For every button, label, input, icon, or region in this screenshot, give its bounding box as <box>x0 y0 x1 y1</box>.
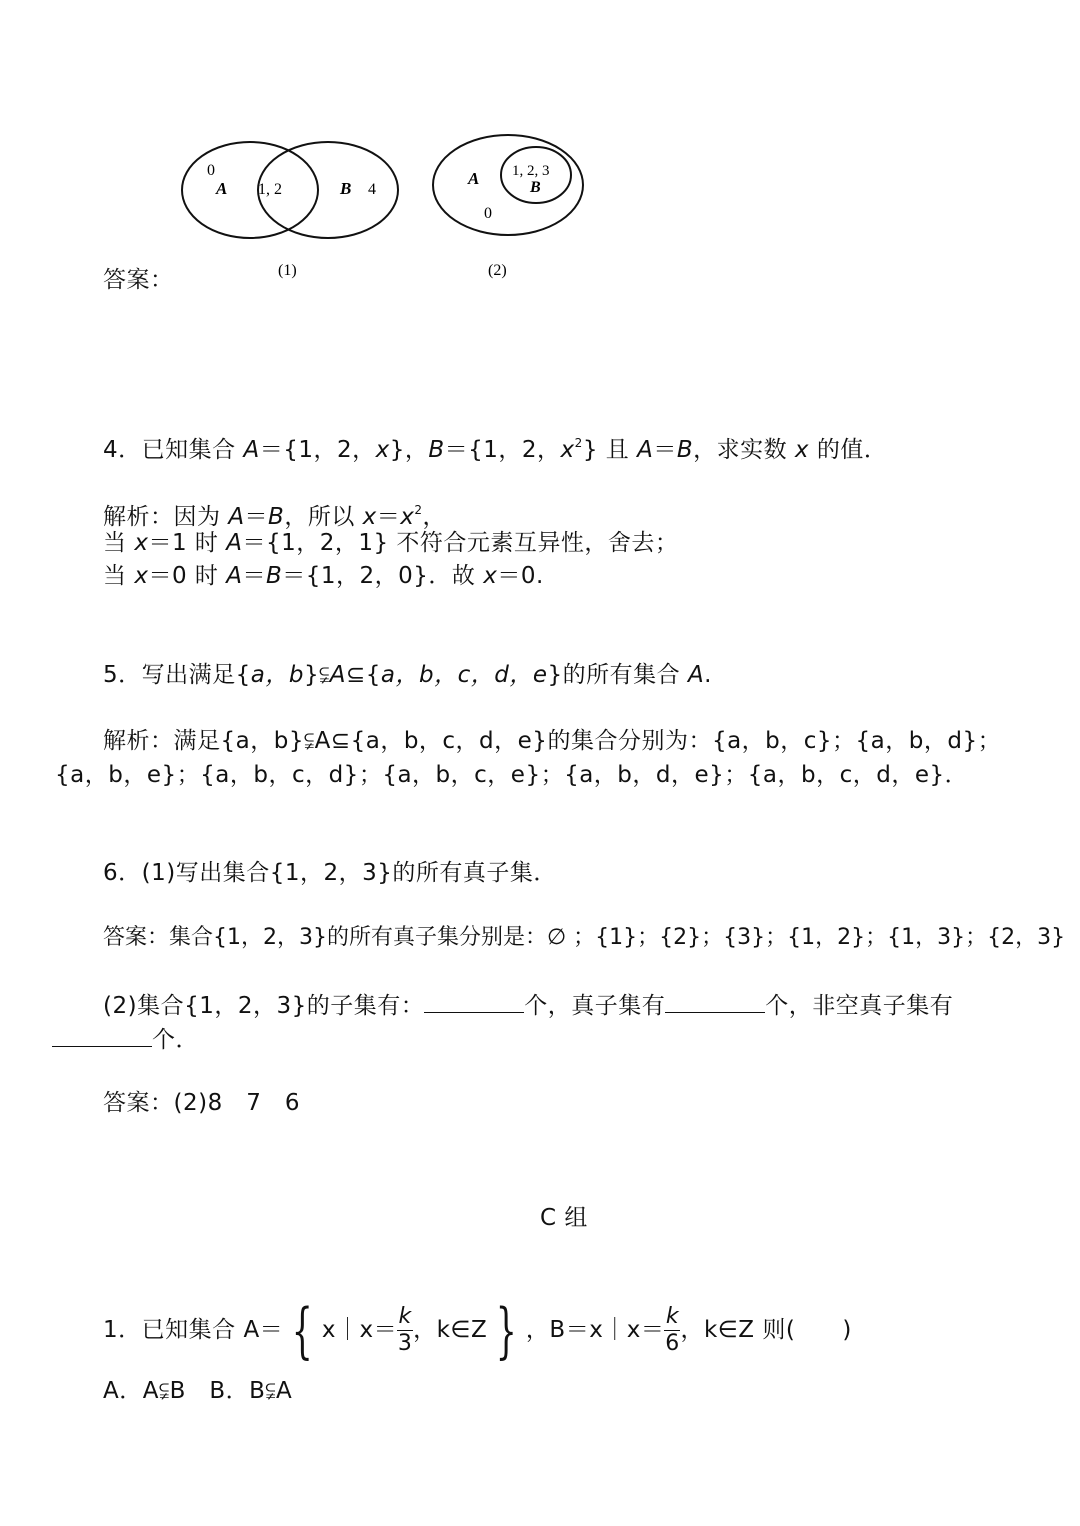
question-6-part-1: 6．(1)写出集合{1，2，3}的所有真子集． <box>103 860 557 886</box>
q4-text: }， <box>389 437 429 463</box>
question-4 <box>103 428 887 465</box>
venn-diagram-1 <box>182 142 398 279</box>
q6-text: 个． <box>152 1027 199 1053</box>
q5-text: 5．写出满足{ <box>103 662 251 688</box>
q4-solution-line-1 <box>103 495 446 532</box>
frac-denominator: 3 <box>397 1331 413 1356</box>
q4-text: ＝ <box>653 437 677 463</box>
sol-var: x <box>400 504 415 530</box>
q4-text: ＝{1，2， <box>259 437 376 463</box>
venn2-outer-only: 0 <box>484 205 492 222</box>
c1-text: ，k∈Z 则( ) <box>680 1317 852 1343</box>
sol-text: ＝{1，2，1} 不符合元素互异性，舍去； <box>242 530 679 556</box>
q4-var: A <box>243 437 260 463</box>
venn1-only-b: 4 <box>368 181 376 198</box>
q5-var: A <box>687 662 705 688</box>
q4-var: A <box>637 437 654 463</box>
q6-text: 个，非空真子集有 <box>765 993 954 1019</box>
q4-var: B <box>676 437 694 463</box>
q6-answer-1: 答案：集合{1，2，3}的所有真子集分别是：∅ ；{1}；{2}；{3}；{1，2}；{1，3}；{2，3} <box>103 925 1066 950</box>
c1-options: A．A⫋B B．B⫋A <box>103 1378 293 1404</box>
q4-var: x <box>375 437 390 463</box>
q5-text: }的所有集合 <box>547 662 688 688</box>
venn2-label-a: A <box>468 169 480 188</box>
sol-exponent: 2 <box>414 503 423 517</box>
sol-text: ＝ <box>244 504 269 530</box>
q5-solution-line-1: 解析：满足{a，b}⫋A⊆{a，b，c，d，e}的集合分别为：{a，b，c}；{a，b，d}； <box>103 728 1002 754</box>
venn1-both: 1, 2 <box>258 181 282 198</box>
q5-subset-symbol: ⫋ <box>319 662 330 688</box>
q4-text: 的值． <box>809 437 888 463</box>
sol-text: ＝0 时 <box>148 563 227 589</box>
question-6-part-2 <box>103 990 953 1021</box>
sol-var: A <box>226 563 243 589</box>
venn2-label-b: B <box>530 179 541 196</box>
venn-diagram-2 <box>433 135 583 279</box>
q4-text: } 且 <box>582 437 638 463</box>
outer-ellipse <box>433 135 583 235</box>
q5-text: . <box>704 662 712 688</box>
q4-solution-line-2 <box>103 528 678 558</box>
c1-set-a-post: ，k∈Z <box>413 1317 488 1343</box>
venn1-caption: (1) <box>278 262 297 279</box>
question-c1 <box>103 1290 852 1370</box>
q5-vars: a，b，c，d，e <box>380 662 548 688</box>
sol-text: ＝1 时 <box>148 530 227 556</box>
blank-subsets[interactable] <box>424 990 524 1013</box>
sol-var: x <box>483 563 498 589</box>
venn-diagrams <box>170 125 600 295</box>
venn1-label-a: A <box>216 179 228 198</box>
frac-numerator: k <box>398 1304 412 1329</box>
q4-var: x <box>794 437 810 463</box>
q4-text: ，求实数 <box>693 437 795 463</box>
left-brace: { <box>291 1295 314 1366</box>
sol-var: x <box>362 504 377 530</box>
answer-label-venn: 答案： <box>103 267 174 293</box>
frac-numerator: k <box>665 1304 680 1329</box>
question-5 <box>103 660 712 690</box>
sol-var: x <box>134 563 149 589</box>
sol-text: 解析：因为 <box>103 504 229 530</box>
section-title: C 组 <box>540 1205 588 1231</box>
q5-solution-line-2: {a，b，e}；{a，b，c，d}；{a，b，c，e}；{a，b，d，e}；{a，b，c，d，e}． <box>55 762 969 788</box>
sol-var: A <box>226 530 243 556</box>
q6-text: (2)集合{1，2，3}的子集有： <box>103 993 425 1019</box>
q5-text: ⊆{ <box>345 662 381 688</box>
sol-var: x <box>134 530 149 556</box>
question-6-part-2-cont <box>52 1024 199 1055</box>
c1-text: 1．已知集合 A＝ <box>103 1317 284 1343</box>
c1-text: ，B＝x｜x＝ <box>525 1317 665 1343</box>
q4-solution-line-3 <box>103 561 544 591</box>
venn2-caption: (2) <box>488 262 507 279</box>
venn1-label-b: B <box>340 179 352 198</box>
right-brace: } <box>495 1295 518 1366</box>
q4-text: ＝{1，2， <box>444 437 561 463</box>
sol-text: ＝0. <box>497 563 544 589</box>
blank-nonempty-proper-subsets[interactable] <box>52 1024 152 1047</box>
q4-exponent: 2 <box>574 436 583 450</box>
c1-set-a-pre: x｜x＝ <box>321 1317 398 1343</box>
q6-answer-2: 答案：(2)8 7 6 <box>103 1090 300 1116</box>
sol-text: ， <box>422 504 447 530</box>
sol-text: ＝{1，2，0}．故 <box>282 563 484 589</box>
frac-denominator: 6 <box>665 1331 680 1356</box>
sol-text: ＝ <box>242 563 266 589</box>
sol-var: B <box>268 504 285 530</box>
q5-text: } <box>303 662 320 688</box>
sol-text: ，所以 <box>284 504 363 530</box>
blank-proper-subsets[interactable] <box>665 990 765 1013</box>
sol-var: B <box>265 563 283 589</box>
sol-var: A <box>228 504 245 530</box>
fraction-k-3 <box>397 1305 413 1356</box>
q6-text: 个，真子集有 <box>524 993 666 1019</box>
q4-text: 4．已知集合 <box>103 437 244 463</box>
q5-var: A <box>329 662 346 688</box>
q5-vars: a，b <box>250 662 304 688</box>
sol-text: 当 <box>103 530 135 556</box>
circle-a <box>182 142 318 238</box>
sol-text: ＝ <box>376 504 401 530</box>
q4-var: x <box>560 437 575 463</box>
sol-text: 当 <box>103 563 135 589</box>
venn1-only-a: 0 <box>207 162 215 179</box>
q4-var: B <box>428 437 445 463</box>
fraction-k-6 <box>664 1305 680 1356</box>
venn2-inner-elements: 1, 2, 3 <box>512 163 550 179</box>
